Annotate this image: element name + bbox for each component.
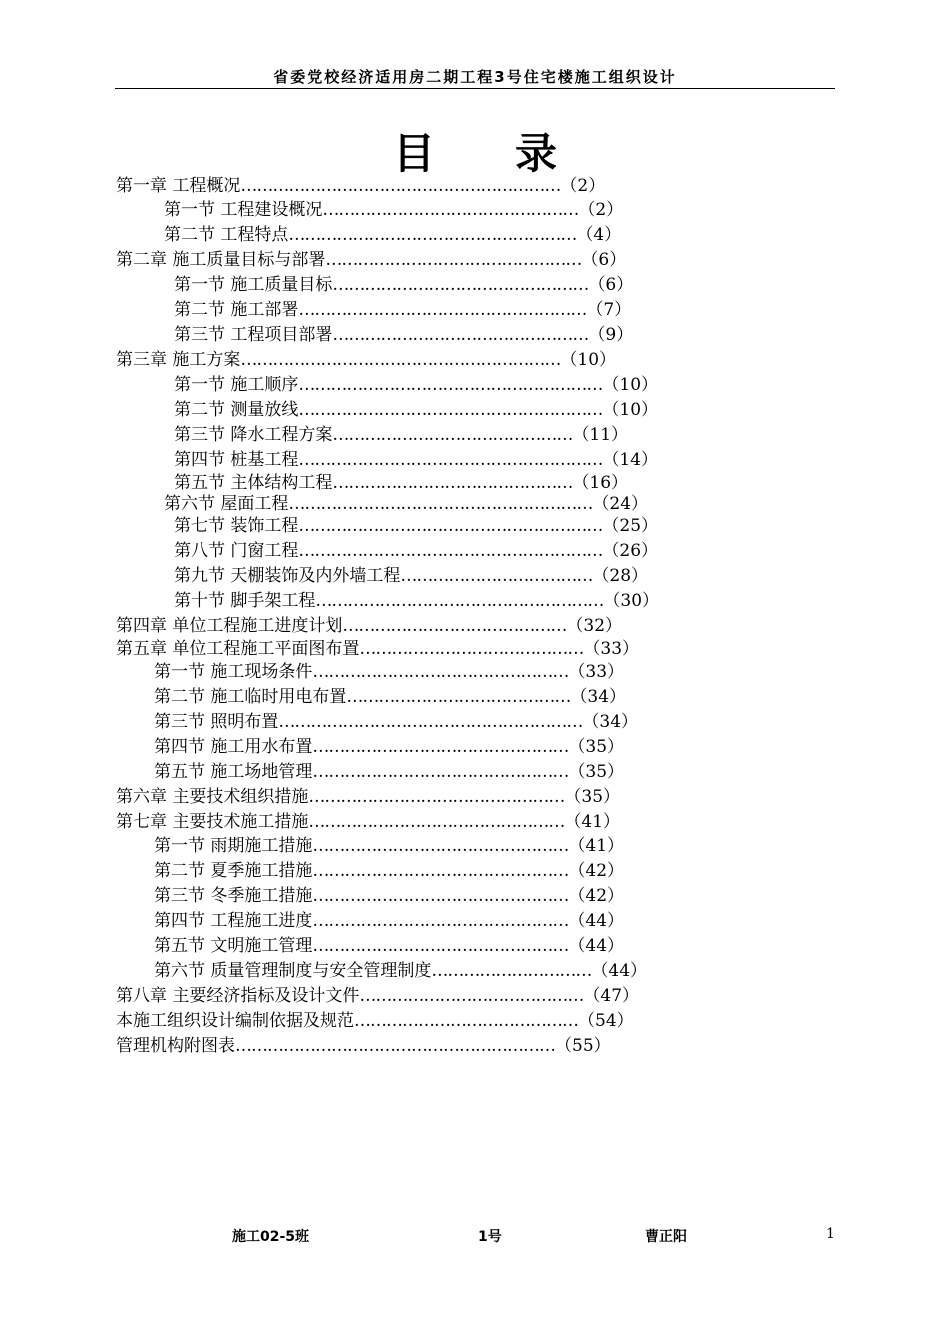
toc-entry-label: 第五节 主体结构工程	[174, 473, 333, 493]
toc-entry-page: （2）	[578, 200, 624, 220]
footer-author: 曹正阳	[645, 1229, 687, 1245]
toc-entry[interactable]	[174, 299, 631, 321]
toc-entry-label: 第一节 雨期施工措施	[154, 836, 313, 856]
toc-entry-label: 第二节 施工临时用电布置	[154, 687, 347, 707]
toc-entry-leader: …………………………………………	[332, 325, 589, 345]
toc-entry-page: （54）	[578, 1011, 634, 1031]
toc-entry[interactable]	[154, 885, 624, 907]
toc-entry[interactable]	[154, 935, 624, 957]
toc-entry-label: 第八节 门窗工程	[174, 541, 299, 561]
toc-entry[interactable]	[174, 590, 659, 612]
toc-entry[interactable]	[154, 835, 624, 857]
toc-entry[interactable]	[154, 910, 624, 932]
toc-entry-page: （34）	[582, 712, 639, 732]
toc-entry-label: 第五节 文明施工管理	[154, 936, 313, 956]
toc-entry-page: （6）	[581, 250, 627, 270]
toc-entry-page: （25）	[602, 516, 659, 536]
toc-entry-leader: …………………………………………	[325, 250, 582, 270]
toc-entry-page: （33）	[583, 639, 640, 659]
toc-entry-page: （35）	[564, 787, 621, 807]
footer-class-name: 施工02-5班	[232, 1229, 310, 1245]
toc-entry-leader: …………………………………………	[332, 275, 589, 295]
toc-entry-leader: ……………………………………………………	[240, 350, 561, 370]
toc-entry-label: 第七章 主要技术施工措施	[116, 812, 309, 832]
toc-entry[interactable]	[164, 199, 623, 221]
toc-entry-leader: …………………………………………	[322, 200, 579, 220]
toc-entry[interactable]	[174, 540, 658, 562]
toc-entry-label: 第一节 施工顺序	[174, 375, 299, 395]
toc-entry[interactable]	[116, 249, 626, 271]
toc-entry-page: （32）	[566, 616, 623, 636]
toc-entry-page: （10）	[602, 375, 659, 395]
toc-entry-label: 第九节 天棚装饰及内外墙工程	[174, 566, 401, 586]
toc-entry-page: （6）	[588, 275, 634, 295]
toc-entry[interactable]	[174, 565, 648, 587]
toc-entry-label: 第一节 工程建设概况	[164, 200, 323, 220]
toc-entry-page: （42）	[568, 886, 625, 906]
toc-entry-page: （7）	[586, 300, 632, 320]
toc-entry-label: 第七节 装饰工程	[174, 516, 299, 536]
toc-entry-leader: …………………………………………………	[298, 516, 603, 536]
toc-entry-leader: …………………………………………	[308, 787, 565, 807]
toc-entry[interactable]	[116, 349, 616, 371]
toc-entry[interactable]	[154, 661, 624, 683]
toc-entry[interactable]	[174, 274, 633, 296]
toc-entry-leader: ………………………………………………	[288, 225, 577, 245]
toc-entry[interactable]	[154, 761, 624, 783]
toc-entry-label: 第四节 桩基工程	[174, 450, 299, 470]
toc-entry-page: （14）	[602, 450, 659, 470]
footer-student-number: 1号	[478, 1229, 502, 1245]
toc-entry[interactable]	[174, 324, 633, 346]
toc-entry-leader: ………………………………………	[332, 425, 573, 445]
toc-title-char-2: 录	[515, 129, 558, 178]
toc-entry-label: 第三节 工程项目部署	[174, 325, 333, 345]
toc-entry-leader: ……………………………………	[342, 616, 567, 636]
toc-entry-leader: …………………………………………	[308, 812, 565, 832]
toc-entry-label: 第四章 单位工程施工进度计划	[116, 616, 343, 636]
toc-entry[interactable]	[174, 515, 658, 537]
page-number: 1	[826, 1226, 835, 1242]
toc-entry-page: （55）	[555, 1036, 611, 1056]
toc-entry-label: 第二节 测量放线	[174, 400, 299, 420]
toc-entry-label: 第十节 脚手架工程	[174, 591, 316, 611]
toc-entry[interactable]	[154, 860, 624, 882]
toc-entry[interactable]	[116, 1035, 611, 1057]
toc-entry-leader: …………………………………………	[312, 886, 569, 906]
toc-entry-page: （35）	[568, 762, 625, 782]
toc-entry-leader: …………………………………………………	[298, 375, 603, 395]
toc-entry[interactable]	[116, 811, 620, 833]
toc-entry-page: （30）	[603, 591, 660, 611]
toc-entry-leader: …………………………………………	[312, 936, 569, 956]
toc-entry-label: 第三章 施工方案	[116, 350, 241, 370]
toc-entry-label: 第一节 施工现场条件	[154, 662, 313, 682]
toc-entry-leader: …………………………………………	[312, 861, 569, 881]
toc-entry[interactable]	[154, 686, 626, 708]
toc-entry-leader: …………………………………………………	[298, 450, 603, 470]
toc-entry-label: 第三节 冬季施工措施	[154, 886, 313, 906]
toc-entry[interactable]	[116, 1010, 634, 1032]
toc-entry-leader: …………………………	[431, 961, 592, 981]
toc-entry-page: （26）	[602, 541, 659, 561]
toc-entry-leader: …………………………………………………	[298, 400, 603, 420]
toc-entry-label: 第八章 主要经济指标及设计文件	[116, 986, 360, 1006]
toc-entry[interactable]	[116, 985, 639, 1007]
toc-entry-leader: …………………………………………	[312, 762, 569, 782]
toc-entry-page: （11）	[572, 425, 629, 445]
toc-entry-leader: ……………………………………	[359, 639, 584, 659]
toc-entry-page: （44）	[568, 936, 625, 956]
toc-entry[interactable]	[116, 638, 639, 660]
toc-entry-page: （2）	[560, 176, 606, 196]
toc-entry-page: （41）	[564, 812, 621, 832]
toc-entry-page: （44）	[568, 911, 625, 931]
toc-entry-leader: ……………………………………	[359, 986, 584, 1006]
toc-entry[interactable]	[116, 786, 620, 808]
toc-entry-leader: ……………………………………	[346, 687, 571, 707]
toc-entry-page: （33）	[568, 662, 625, 682]
toc-entry-label: 第一章 工程概况	[116, 176, 241, 196]
toc-entry-page: （4）	[576, 225, 622, 245]
toc-entry-label: 第六节 质量管理制度与安全管理制度	[154, 961, 432, 981]
toc-entry-label: 第四节 施工用水布置	[154, 737, 313, 757]
toc-entry-label: 第四节 工程施工进度	[154, 911, 313, 931]
toc-entry-leader: ………………………………………………	[315, 591, 604, 611]
toc-entry[interactable]	[174, 424, 628, 446]
toc-entry-page: （41）	[568, 836, 625, 856]
toc-entry-label: 第五节 施工场地管理	[154, 762, 313, 782]
toc-entry[interactable]	[116, 615, 622, 637]
toc-entry[interactable]	[174, 449, 658, 471]
toc-entry[interactable]	[116, 175, 605, 197]
toc-entry-leader: ………………………………………	[332, 473, 573, 493]
toc-entry[interactable]	[154, 711, 638, 733]
toc-entry-page: （44）	[591, 961, 648, 981]
toc-entry-page: （34）	[570, 687, 627, 707]
toc-entry[interactable]	[164, 493, 648, 515]
toc-entry-page: （16）	[572, 473, 629, 493]
toc-entry-leader: …………………………………………………	[298, 541, 603, 561]
toc-entry-leader: …………………………………………	[312, 911, 569, 931]
toc-entry-page: （24）	[592, 494, 649, 514]
toc-entry-leader: …………………………………………	[312, 737, 569, 757]
toc-entry-label: 本施工组织设计编制依据及规范	[116, 1011, 354, 1031]
toc-entry-page: （35）	[568, 737, 625, 757]
toc-entry-label: 第二章 施工质量目标与部署	[116, 250, 326, 270]
toc-entry-leader: ………………………………………………	[298, 300, 587, 320]
toc-entry-label: 管理机构附图表	[116, 1036, 235, 1056]
toc-entry-leader: ……………………………………………………	[235, 1036, 555, 1056]
toc-title-char-1: 目	[392, 129, 435, 178]
toc-entry-page: （28）	[592, 566, 649, 586]
toc-entry-label: 第二节 工程特点	[164, 225, 289, 245]
toc-entry-label: 第三节 降水工程方案	[174, 425, 333, 445]
toc-entry-page: （9）	[588, 325, 634, 345]
toc-entry-leader: …………………………………………………	[278, 712, 583, 732]
toc-entry[interactable]	[154, 736, 624, 758]
toc-entry-label: 第二节 施工部署	[174, 300, 299, 320]
toc-entry-leader: …………………………………………	[312, 662, 569, 682]
page-header-title: 省委党校经济适用房二期工程3号住宅楼施工组织设计	[273, 68, 677, 86]
toc-entry-label: 第六节 屋面工程	[164, 494, 289, 514]
toc-entry-page: （10）	[602, 400, 659, 420]
toc-entry[interactable]	[174, 399, 658, 421]
toc-entry-label: 第三节 照明布置	[154, 712, 279, 732]
toc-entry-label: 第五章 单位工程施工平面图布置	[116, 639, 360, 659]
toc-entry-leader: ………………………………	[400, 566, 593, 586]
toc-entry[interactable]	[154, 960, 647, 982]
toc-entry-leader: …………………………………………	[312, 836, 569, 856]
toc-entry-leader: ……………………………………	[354, 1011, 578, 1031]
toc-entry-page: （42）	[568, 861, 625, 881]
toc-entry-label: 第一节 施工质量目标	[174, 275, 333, 295]
toc-entry-page: （47）	[583, 986, 640, 1006]
toc-entry-label: 第六章 主要技术组织措施	[116, 787, 309, 807]
toc-entry-leader: ……………………………………………………	[240, 176, 561, 196]
toc-entry-leader: …………………………………………………	[288, 494, 593, 514]
toc-entry-label: 第二节 夏季施工措施	[154, 861, 313, 881]
toc-entry-page: （10）	[560, 350, 617, 370]
toc-entry[interactable]	[174, 374, 658, 396]
toc-entry[interactable]	[174, 472, 628, 494]
toc-entry[interactable]	[164, 224, 621, 246]
